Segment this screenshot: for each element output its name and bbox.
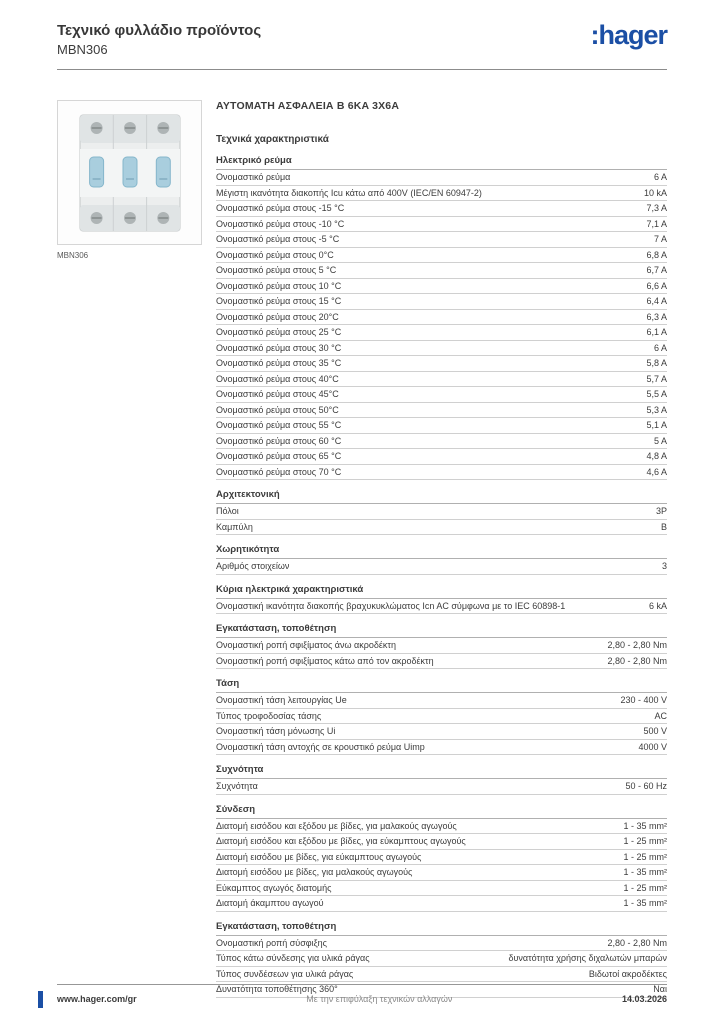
spec-value: 2,80 - 2,80 Nm [607,640,667,650]
spec-row [216,279,667,295]
spec-label: Διατομή εισόδου με βίδες, για εύκαμπτους αγωγούς [216,851,422,862]
section-title: Εγκατάσταση, τοποθέτηση [216,921,667,936]
spec-label: Συχνότητα [216,781,258,791]
spec-section [216,584,667,615]
footer-website-link[interactable]: www.hager.com/gr [57,994,137,1004]
spec-row [216,325,667,341]
section-title: Ηλεκτρικό ρεύμα [216,155,667,170]
hager-logo: :hager [590,20,667,50]
spec-value: 6 A [653,172,667,182]
spec-row [216,559,667,575]
spec-value: 6 kA [648,600,667,611]
spec-row [216,341,667,357]
spec-row [216,418,667,434]
section-title: Συχνότητα [216,764,667,779]
spec-label: Ονομαστικό ρεύμα στους 30 °C [216,342,342,353]
spec-row [216,449,667,465]
spec-value: 5 A [653,435,667,446]
spec-row [216,834,667,850]
spec-label: Τύπος τροφοδοσίας τάσης [216,710,322,721]
spec-label: Διατομή εισόδου και εξόδου με βίδες, για μαλακούς αγωγούς [216,820,457,831]
spec-value: Βιδωτοί ακροδέκτες [588,968,667,979]
spec-label: Ονομαστικό ρεύμα στους -15 °C [216,203,345,213]
spec-value: 1 - 35 mm² [623,898,667,908]
spec-row [216,201,667,217]
spec-value: 1 - 35 mm² [623,867,667,877]
spec-label: Ονομαστικό ρεύμα στους 65 °C [216,451,342,461]
spec-label: Ονομαστικό ρεύμα στους 25 °C [216,327,342,337]
spec-row [216,693,667,709]
spec-sections [216,155,667,998]
spec-label: Διατομή εισόδου με βίδες, για μαλακούς αγωγούς [216,867,413,877]
spec-section [216,623,667,669]
footer-date: 14.03.2026 [621,994,667,1004]
section-title: Εγκατάσταση, τοποθέτηση [216,623,667,638]
spec-value: 1 - 25 mm² [623,851,667,862]
spec-row [216,881,667,897]
spec-section [216,678,667,755]
spec-row [216,310,667,326]
spec-label: Ονομαστική τάση αντοχής σε κρουστικό ρεύμα Uimp [216,741,425,752]
spec-label: Ονομαστικό ρεύμα στους 35 °C [216,358,342,368]
spec-row [216,520,667,536]
spec-value: 6,3 A [646,311,667,322]
spec-value: 5,1 A [646,420,667,430]
spec-value: 6 A [653,342,667,353]
spec-value: 7 A [653,234,667,244]
spec-label: Αριθμός στοιχείων [216,561,290,571]
header-title-block [57,22,261,57]
circuit-breaker-image [70,109,190,237]
spec-row [216,372,667,388]
product-image-column [57,100,202,998]
spec-label: Ονομαστικό ρεύμα [216,172,291,182]
spec-value: 5,5 A [646,389,667,399]
spec-label: Ονομαστικό ρεύμα στους 15 °C [216,296,342,306]
spec-row [216,263,667,279]
spec-label: Ονομαστική τάση λειτουργίας Ue [216,695,347,705]
spec-label: Ονομαστικό ρεύμα στους -10 °C [216,218,345,229]
spec-row [216,217,667,233]
product-model: MBN306 [57,42,108,57]
spec-section [216,804,667,912]
spec-row [216,170,667,186]
page-title: Τεχνικό φυλλάδιο προϊόντος [57,22,262,39]
header-divider [57,69,667,70]
spec-value: 10 kA [643,187,667,198]
spec-label: Ονομαστικό ρεύμα στους 55 °C [216,420,342,430]
spec-label: Ονομαστική ροπή σύσφιξης [216,937,327,948]
spec-row [216,819,667,835]
spec-label: Ονομαστικό ρεύμα στους 45°C [216,389,339,399]
spec-label: Ονομαστικό ρεύμα στους 10 °C [216,280,342,291]
spec-label: Ονομαστικό ρεύμα στους 0°C [216,249,334,260]
spec-value: 3 [661,561,667,571]
spec-value: 7,3 A [646,203,667,213]
spec-value: 4,8 A [646,451,667,461]
spec-row [216,638,667,654]
spec-value: 230 - 400 V [620,695,667,705]
spec-row [216,294,667,310]
spec-value: δυνατότητα χρήσης διχαλωτών μπαρών [508,953,667,963]
product-image-caption: MBN306 [57,251,89,260]
spec-row [216,465,667,481]
spec-label: Ονομαστικό ρεύμα στους 50°C [216,404,339,415]
spec-row [216,709,667,725]
spec-label: Εύκαμπτος αγωγός διατομής [216,882,332,893]
spec-label: Ονομαστική ροπή σφιξίματος άνω ακροδέκτη [216,640,396,650]
section-title: Αρχιτεκτονική [216,489,667,504]
spec-row [216,434,667,450]
spec-value: 6,7 A [646,265,667,275]
spec-row [216,951,667,967]
spec-section [216,764,667,795]
spec-value: 6,8 A [646,249,667,260]
spec-label: Ονομαστικό ρεύμα στους -5 °C [216,234,340,244]
tech-characteristics-heading: Τεχνικά χαρακτηριστικά [216,134,329,145]
brand-accent-bar [38,991,43,1008]
spec-row [216,186,667,202]
spec-value: 5,7 A [646,373,667,384]
section-title: Χωρητικότητα [216,544,667,559]
spec-value: 7,1 A [646,218,667,229]
spec-value: 1 - 25 mm² [623,836,667,846]
spec-row [216,896,667,912]
spec-label: Ονομαστικό ρεύμα στους 60 °C [216,435,342,446]
spec-value: 3P [655,506,667,516]
spec-value: 6,1 A [646,327,667,337]
spec-row [216,967,667,983]
spec-label: Ονομαστική τάση μόνωσης Ui [216,726,336,736]
spec-label: Ονομαστικό ρεύμα στους 5 °C [216,265,337,275]
footer [57,984,667,1004]
product-heading: ΑΥΤΟΜΑΤΗ ΑΣΦΑΛΕΙΑ B 6KA 3X6A [216,100,400,112]
spec-row [216,403,667,419]
spec-value: 6,4 A [646,296,667,306]
spec-section [216,544,667,575]
spec-row [216,248,667,264]
header [57,22,667,57]
spec-label: Μέγιστη ικανότητα διακοπής Icu κάτω από 400V (IEC/EN 60947-2) [216,187,482,198]
spec-row [216,654,667,670]
spec-label: Ονομαστική ικανότητα διακοπής βραχυκυκλώματος Icn AC σύμφωνα με το IEC 60898-1 [216,600,566,611]
spec-value: 5,3 A [646,404,667,415]
spec-row [216,724,667,740]
spec-value: 4000 V [638,741,667,752]
spec-value: 2,80 - 2,80 Nm [607,655,667,666]
spec-column [216,100,667,998]
spec-label: Δυνατότητα τοποθέτησης 360° [216,984,338,994]
spec-value: 4,6 A [646,466,667,477]
spec-row [216,387,667,403]
spec-row [216,936,667,952]
spec-row [216,356,667,372]
spec-label: Ονομαστικό ρεύμα στους 20°C [216,311,339,322]
spec-label: Διατομή άκαμπτου αγωγού [216,898,324,908]
spec-value: 5,8 A [646,358,667,368]
spec-value: B [660,521,667,532]
spec-label: Ονομαστικό ρεύμα στους 40°C [216,373,339,384]
spec-label: Τύπος κάτω σύνδεσης για υλικά ράγας [216,953,370,963]
spec-value: AC [654,710,667,721]
spec-row [216,850,667,866]
spec-section [216,155,667,480]
spec-row [216,232,667,248]
spec-section [216,489,667,535]
spec-label: Πόλοι [216,506,239,516]
spec-row [216,779,667,795]
spec-value: 2,80 - 2,80 Nm [607,937,667,948]
product-image-frame [57,100,202,245]
spec-label: Ονομαστική ροπή σφιξίματος κάτω από τον ακροδέκτη [216,655,434,666]
section-title: Κύρια ηλεκτρικά χαρακτηριστικά [216,584,667,599]
main-content [57,100,667,998]
spec-row [216,504,667,520]
section-title: Τάση [216,678,667,693]
spec-label: Καμπύλη [216,521,253,532]
spec-row [216,740,667,756]
spec-value: 50 - 60 Hz [625,781,667,791]
spec-label: Διατομή εισόδου και εξόδου με βίδες, για εύκαμπτους αγωγούς [216,836,466,846]
spec-value: 1 - 35 mm² [623,820,667,831]
spec-row [216,865,667,881]
footer-disclaimer: Με την επιφύλαξη τεχνικών αλλαγών [306,994,453,1004]
spec-value: Ναι [653,984,667,994]
spec-value: 6,6 A [646,280,667,291]
spec-value: 500 V [643,726,667,736]
spec-value: 1 - 25 mm² [623,882,667,893]
spec-label: Τύπος συνδέσεων για υλικά ράγας [216,968,354,979]
section-title: Σύνδεση [216,804,667,819]
spec-label: Ονομαστικό ρεύμα στους 70 °C [216,466,342,477]
spec-row [216,599,667,615]
